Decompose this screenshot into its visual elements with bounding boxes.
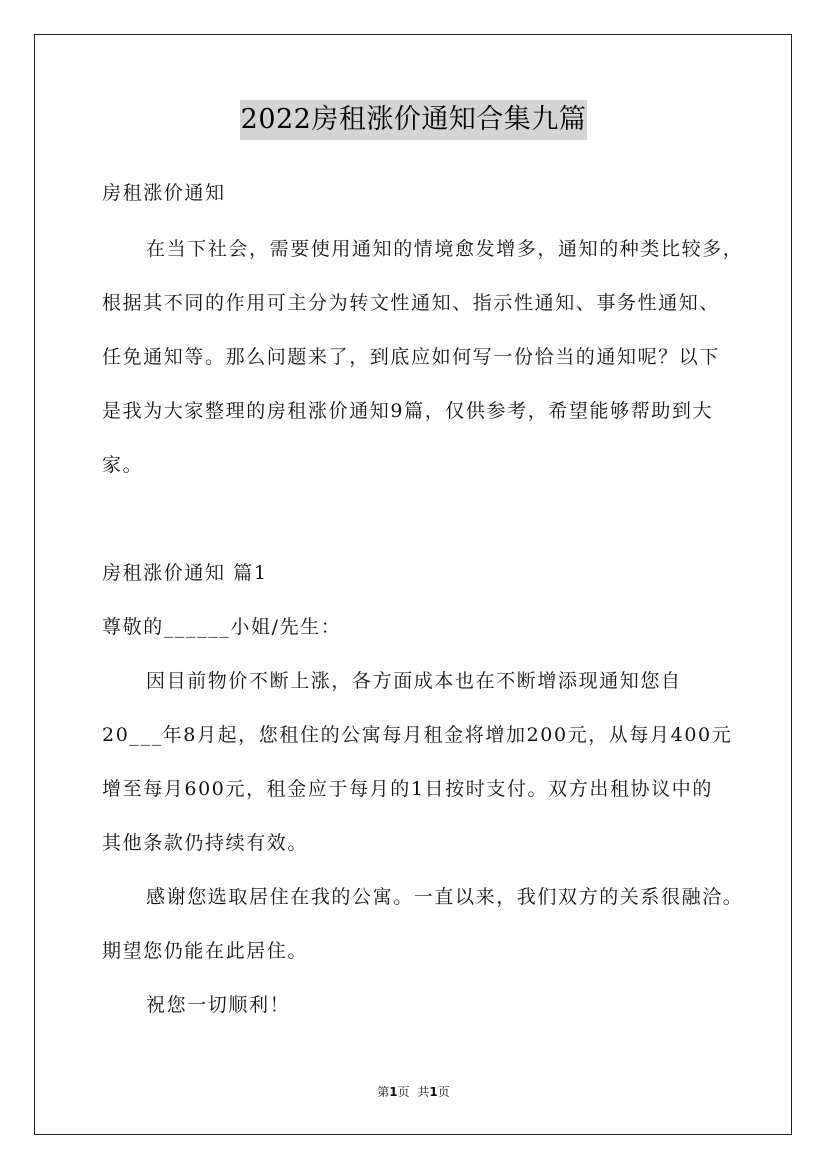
section-heading: 房租涨价通知 篇1 [102, 562, 268, 584]
intro-paragraph-line: 任免通知等。那么问题来了，到底应如何写一份恰当的通知呢？以下 [102, 346, 721, 368]
footer-total-prefix: 共 [417, 1085, 430, 1099]
body-paragraph-line: 因目前物价不断上涨，各方面成本也在不断增添现通知您自 [146, 670, 682, 692]
body-paragraph-line: 其他条款仍持续有效。 [102, 832, 309, 854]
intro-paragraph-line: 在当下社会，需要使用通知的情境愈发增多，通知的种类比较多， [146, 238, 744, 260]
body-paragraph-line: 感谢您选取居住在我的公寓。一直以来，我们双方的关系很融洽。 [146, 886, 744, 908]
footer-page-suffix: 页 [397, 1085, 410, 1099]
footer-page-prefix: 第 [377, 1085, 390, 1099]
salutation: 尊敬的______小姐/先生： [102, 616, 342, 638]
intro-paragraph-line: 家。 [102, 454, 144, 476]
body-paragraph-line: 增至每月600元，租金应于每月的1日按时支付。双方出租协议中的 [102, 778, 713, 800]
intro-heading: 房租涨价通知 [102, 182, 226, 204]
body-paragraph-line: 期望您仍能在此居住。 [102, 940, 309, 962]
footer-total-pages: 1 [429, 1085, 438, 1099]
document-title: 2022房租涨价通知合集九篇 [240, 100, 588, 140]
body-paragraph-line: 20___年8月起，您租住的公寓每月租金将增加200元，从每月400元 [102, 724, 733, 746]
title-container [0, 100, 827, 140]
footer-total-suffix: 页 [437, 1085, 450, 1099]
intro-paragraph-line: 是我为大家整理的房租涨价通知9篇，仅供参考，希望能够帮助到大 [102, 400, 714, 422]
intro-paragraph-line: 根据其不同的作用可主分为转文性通知、指示性通知、事务性通知、 [102, 292, 721, 314]
footer-page-number: 1 [389, 1085, 398, 1099]
closing-line: 祝您一切顺利！ [146, 994, 291, 1016]
page-footer [0, 1084, 827, 1100]
